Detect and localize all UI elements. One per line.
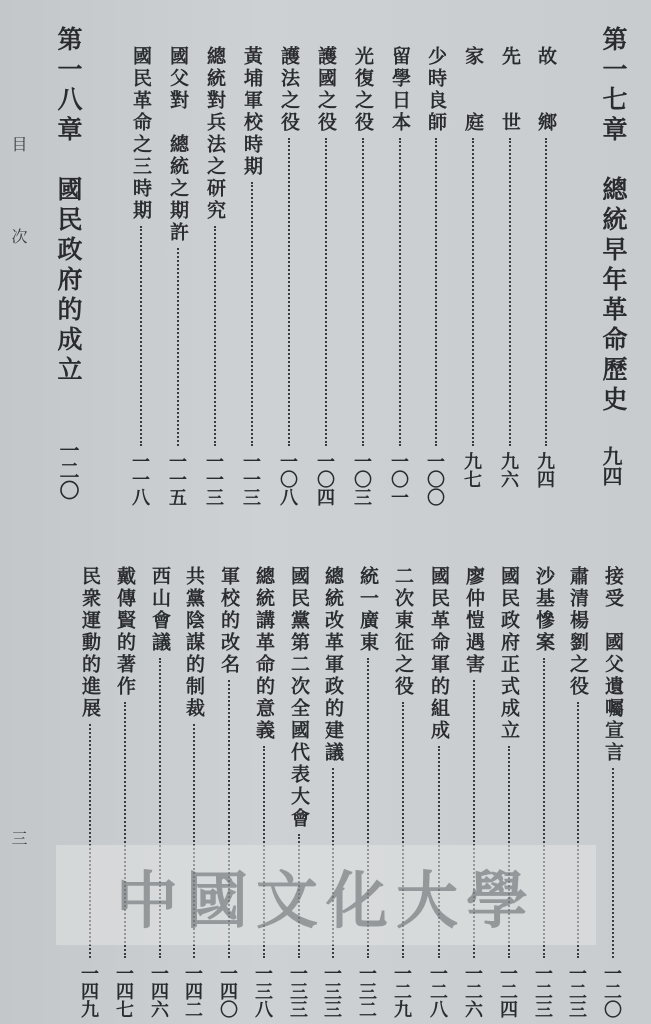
toc-top-entry-title: 少時良師 [425, 46, 447, 134]
toc-bottom-leader-dots [612, 768, 614, 958]
toc-bottom-entry-page: 一二九 [391, 964, 412, 1018]
toc-bottom-entry-page: 一三八 [252, 964, 273, 1018]
toc-top-entry-page: 九四 [534, 452, 555, 488]
toc-top-entry-title: 國民革命之三時期 [130, 46, 152, 222]
toc-top-entry-page: 一〇〇 [424, 452, 445, 506]
toc-bottom-entry-page: 一四七 [113, 964, 134, 1018]
toc-bottom-entry-title: 西山會議 [149, 566, 171, 654]
toc-top-entry-page: 一一五 [166, 452, 187, 506]
toc-top-entry-title: 護法之役 [278, 46, 300, 134]
toc-top-leader-dots [288, 138, 290, 446]
chapter-18-page: 一二〇 [56, 440, 80, 500]
toc-top-entry-title: 先 世 [499, 46, 521, 134]
toc-bottom-entry-title: 肅清楊劉之役 [567, 566, 589, 698]
toc-bottom-entry-page: 一四九 [78, 964, 99, 1018]
toc-bottom-entry-page: 一二三 [566, 964, 587, 1018]
toc-top-leader-dots [509, 138, 511, 446]
toc-bottom-entry-title: 統一廣東 [357, 566, 379, 654]
toc-bottom-entry-page: 一二〇 [601, 964, 622, 1018]
toc-top-leader-dots [362, 138, 364, 446]
toc-bottom-entry-title: 總統講革命的意義 [253, 566, 275, 742]
toc-bottom-entry-page: 一二三 [532, 964, 553, 1018]
toc-top-entry-page: 一一八 [129, 452, 150, 506]
toc-bottom-entry-page: 一四〇 [217, 964, 238, 1018]
chapter-17-title: 第一七章 總統早年革命歷史 [599, 26, 628, 416]
toc-bottom-entry-title: 國民黨第二次全國代表大會 [288, 566, 310, 830]
toc-bottom-entry-title: 國民革命軍的組成 [428, 566, 450, 742]
toc-bottom-entry-title: 廖仲愷遇害 [463, 566, 485, 676]
toc-bottom-entry-page: 一四六 [148, 964, 169, 1018]
watermark-text: 中國文化大學 [115, 863, 536, 937]
toc-top-leader-dots [325, 138, 327, 446]
toc-top-leader-dots [399, 138, 401, 446]
toc-bottom-entry-page: 一二四 [497, 964, 518, 1018]
toc-top-entry-title: 留學日本 [389, 46, 411, 134]
toc-bottom-entry-title: 二次東征之役 [392, 566, 414, 698]
toc-top-entry-page: 一〇八 [277, 452, 298, 506]
toc-bottom-entry-title: 共黨陰謀的制裁 [183, 566, 205, 720]
toc-top-entry-page: 九七 [461, 452, 482, 488]
toc-top-leader-dots [251, 182, 253, 446]
margin-label-mu: 目 [9, 136, 28, 152]
chapter-17-page: 九四 [599, 446, 623, 486]
margin-page-number: 三 [9, 830, 28, 846]
toc-top-entry-title: 護國之役 [315, 46, 337, 134]
toc-top-entry-title: 家 庭 [462, 46, 484, 134]
toc-top-leader-dots [214, 226, 216, 446]
toc-top-leader-dots [177, 248, 179, 446]
toc-bottom-entry-title: 戴傳賢的著作 [114, 566, 136, 698]
toc-top-entry-page: 一〇一 [388, 452, 409, 506]
toc-top-entry-page: 一〇三 [351, 452, 372, 506]
toc-bottom-entry-title: 總統改革軍政的建議 [322, 566, 344, 764]
toc-bottom-entry-title: 沙基慘案 [533, 566, 555, 654]
toc-bottom-entry-title: 接受 國父遺囑宣言 [602, 566, 624, 764]
toc-top-entry-page: 一一三 [240, 452, 261, 506]
toc-bottom-entry-page: 一三三 [321, 964, 342, 1018]
toc-top-entry-title: 光復之役 [352, 46, 374, 134]
toc-top-leader-dots [545, 138, 547, 446]
toc-bottom-entry-title: 軍校的改名 [218, 566, 240, 676]
toc-bottom-entry-page: 一二六 [462, 964, 483, 1018]
toc-bottom-entry-page: 一三三 [287, 964, 308, 1018]
toc-top-entry-title: 總統對兵法之研究 [204, 46, 226, 222]
toc-top-entry-title: 國父對 總統之期許 [167, 46, 189, 244]
toc-top-entry-title: 故 鄉 [535, 46, 557, 134]
toc-bottom-entry-page: 一四二 [182, 964, 203, 1018]
toc-top-entry-page: 一〇四 [314, 452, 335, 506]
toc-bottom-entry-title: 民衆運動的進展 [79, 566, 101, 720]
toc-bottom-entry-page: 一三二 [356, 964, 377, 1018]
toc-top-leader-dots [140, 226, 142, 446]
toc-top-leader-dots [435, 138, 437, 446]
watermark-band [56, 845, 596, 945]
chapter-18-title: 第一八章 國民政府的成立 [54, 26, 83, 386]
toc-bottom-entry-page: 一二八 [427, 964, 448, 1018]
toc-bottom-entry-title: 國民政府正式成立 [498, 566, 520, 742]
toc-top-entry-title: 黃埔軍校時期 [241, 46, 263, 178]
margin-label-ci: 次 [9, 228, 28, 244]
toc-top-leader-dots [472, 138, 474, 446]
toc-top-entry-page: 九六 [498, 452, 519, 488]
toc-top-entry-page: 一一三 [203, 452, 224, 506]
